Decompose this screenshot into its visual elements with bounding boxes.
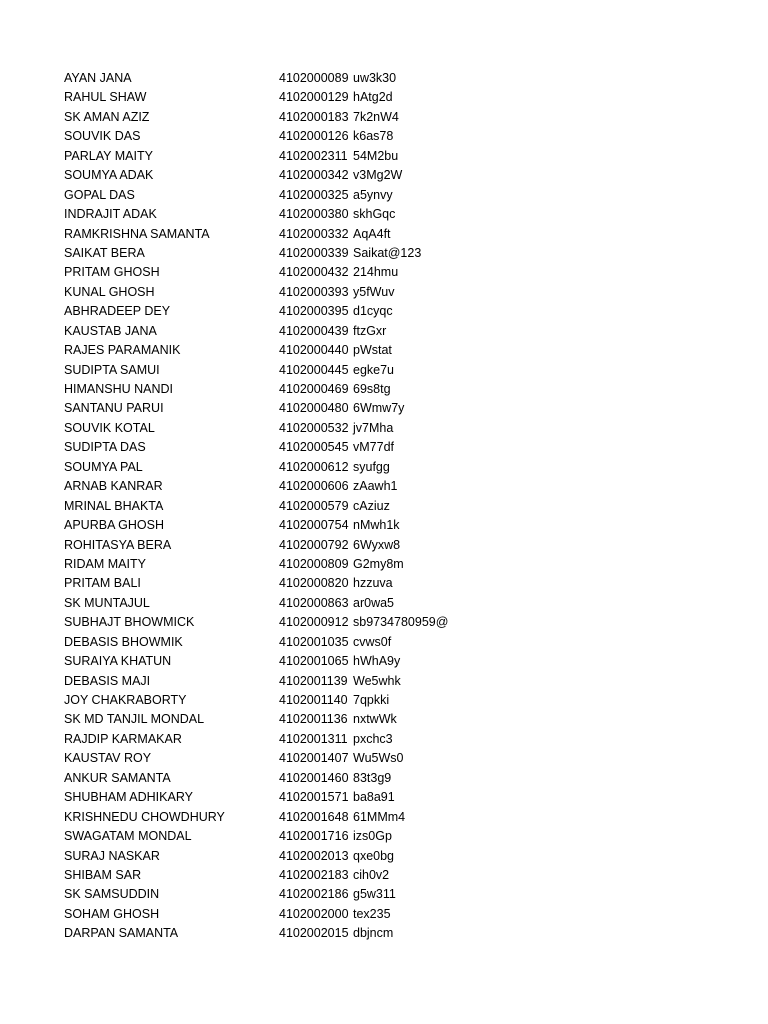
student-name: RAJES PARAMANIK <box>64 343 181 358</box>
list-row <box>64 574 744 593</box>
list-row <box>64 808 744 827</box>
list-row <box>64 730 744 749</box>
student-password: hAtg2d <box>353 90 393 105</box>
student-id: 4102000183 <box>279 109 349 124</box>
student-name: SUDIPTA DAS <box>64 440 146 455</box>
student-name: SOUVIK DAS <box>64 129 141 144</box>
student-id: 4102000432 <box>279 265 349 280</box>
student-password: cvws0f <box>353 634 392 649</box>
list-row <box>64 477 744 496</box>
student-id: 4102000480 <box>279 401 349 416</box>
student-id: 4102002183 <box>279 867 349 882</box>
student-name: RAMKRISHNA SAMANTA <box>64 226 210 241</box>
student-password: zAawh1 <box>353 479 398 494</box>
student-id: 4102001648 <box>279 809 349 824</box>
student-id: 4102000912 <box>279 615 349 630</box>
student-name: SOHAM GHOSH <box>64 906 160 921</box>
student-name: SK SAMSUDDIN <box>64 887 160 902</box>
student-password: 6Wyxw8 <box>353 537 401 552</box>
student-name: GOPAL DAS <box>64 187 135 202</box>
student-name: SOUMYA ADAK <box>64 168 154 183</box>
student-id: 4102000332 <box>279 226 349 241</box>
student-password: hWhA9y <box>353 654 401 669</box>
list-row <box>64 594 744 613</box>
student-password: AqA4ft <box>353 226 391 241</box>
list-row <box>64 244 744 263</box>
student-name: SK MD TANJIL MONDAL <box>64 712 205 727</box>
student-name: ARNAB KANRAR <box>64 479 163 494</box>
list-row <box>64 885 744 904</box>
student-password: sb9734780959@ <box>353 615 449 630</box>
student-id: 4102001571 <box>279 790 349 805</box>
student-password: ba8a91 <box>353 790 395 805</box>
student-name: JOY CHAKRABORTY <box>64 693 187 707</box>
list-row <box>64 516 744 535</box>
student-list <box>64 69 744 944</box>
list-row <box>64 186 744 205</box>
student-id: 4102000129 <box>279 90 349 105</box>
list-row <box>64 127 744 146</box>
student-password: izs0Gp <box>353 829 392 844</box>
student-name: RAJDIP KARMAKAR <box>64 731 182 746</box>
student-id: 4102001035 <box>279 634 349 649</box>
student-password: vM77df <box>353 440 394 455</box>
list-row <box>64 69 744 88</box>
student-id: 4102002013 <box>279 848 349 863</box>
student-password: v3Mg2W <box>353 168 403 183</box>
student-id: 4102001716 <box>279 829 349 844</box>
student-name: SK MUNTAJUL <box>64 595 150 610</box>
student-id: 4102001140 <box>279 693 348 707</box>
list-row <box>64 827 744 846</box>
list-row <box>64 788 744 807</box>
student-password: 61MMm4 <box>353 809 406 824</box>
student-id: 4102000445 <box>279 362 349 377</box>
student-name: SAIKAT BERA <box>64 245 145 260</box>
list-row <box>64 555 744 574</box>
student-name: DEBASIS MAJI <box>64 673 151 688</box>
list-row <box>64 536 744 555</box>
list-row <box>64 341 744 360</box>
list-row <box>64 458 744 477</box>
student-name: SANTANU PARUI <box>64 401 164 416</box>
student-password: jv7Mha <box>353 420 394 435</box>
student-password: y5fWuv <box>353 284 395 299</box>
list-row <box>64 633 744 652</box>
student-id: 4102000380 <box>279 207 349 222</box>
student-name: SOUMYA PAL <box>64 459 143 474</box>
student-name: SOUVIK KOTAL <box>64 420 155 435</box>
list-row <box>64 769 744 788</box>
student-id: 4102000325 <box>279 187 349 202</box>
list-row <box>64 419 744 438</box>
student-password: 69s8tg <box>353 382 391 396</box>
list-row <box>64 108 744 127</box>
student-id: 4102002311 <box>279 148 348 163</box>
student-id: 4102000089 <box>279 71 349 85</box>
list-row <box>64 497 744 516</box>
student-name: KAUSTAV ROY <box>64 751 152 766</box>
list-row <box>64 283 744 302</box>
student-password: 54M2bu <box>353 148 399 163</box>
list-row <box>64 322 744 341</box>
student-id: 4102000469 <box>279 382 349 396</box>
student-name: PRITAM GHOSH <box>64 265 160 280</box>
list-row <box>64 361 744 380</box>
student-id: 4102000440 <box>279 343 349 358</box>
student-password: Wu5Ws0 <box>353 751 404 766</box>
student-id: 4102000339 <box>279 245 349 260</box>
student-id: 4102002000 <box>279 906 349 921</box>
student-name: HIMANSHU NANDI <box>64 382 174 396</box>
student-password: 7qpkki <box>353 693 390 707</box>
student-id: 4102000342 <box>279 168 349 183</box>
student-name: KUNAL GHOSH <box>64 284 155 299</box>
list-row <box>64 652 744 671</box>
student-name: SUDIPTA SAMUI <box>64 362 160 377</box>
student-id: 4102001136 <box>279 712 348 727</box>
list-row <box>64 749 744 768</box>
student-name: PARLAY MAITY <box>64 148 153 163</box>
student-password: cAziuz <box>353 498 390 513</box>
student-password: 6Wmw7y <box>353 401 405 416</box>
student-id: 4102000126 <box>279 129 349 144</box>
student-name: SUBHAJT BHOWMICK <box>64 615 195 630</box>
student-password: qxe0bg <box>353 848 395 863</box>
student-id: 4102000532 <box>279 420 349 435</box>
student-name: SWAGATAM MONDAL <box>64 829 192 844</box>
list-row <box>64 691 744 710</box>
student-name: PRITAM BALI <box>64 576 141 591</box>
list-row <box>64 866 744 885</box>
student-password: tex235 <box>353 906 391 921</box>
student-password: syufgg <box>353 459 390 474</box>
list-row <box>64 302 744 321</box>
student-name: KAUSTAB JANA <box>64 323 157 338</box>
student-password: Saikat@123 <box>353 245 422 260</box>
student-name: APURBA GHOSH <box>64 518 165 533</box>
student-name: SURAJ NASKAR <box>64 848 160 863</box>
list-row <box>64 399 744 418</box>
student-name: KRISHNEDU CHOWDHURY <box>64 809 225 824</box>
student-id: 4102000393 <box>279 284 349 299</box>
student-name: SHIBAM SAR <box>64 867 142 882</box>
list-row <box>64 710 744 729</box>
student-name: INDRAJIT ADAK <box>64 207 157 222</box>
student-id: 4102000612 <box>279 459 349 474</box>
student-name: ABHRADEEP DEY <box>64 304 171 319</box>
student-name: SK AMAN AZIZ <box>64 109 150 124</box>
student-password: pWstat <box>353 343 392 358</box>
list-row <box>64 225 744 244</box>
list-row <box>64 847 744 866</box>
student-id: 4102002186 <box>279 887 349 902</box>
student-password: skhGqc <box>353 207 396 222</box>
student-password: a5ynvy <box>353 187 393 202</box>
student-id: 4102001407 <box>279 751 349 766</box>
student-id: 4102001311 <box>279 731 348 746</box>
student-name: DEBASIS BHOWMIK <box>64 634 183 649</box>
student-id: 4102002015 <box>279 926 349 941</box>
student-name: DARPAN SAMANTA <box>64 926 179 941</box>
list-row <box>64 263 744 282</box>
student-password: nMwh1k <box>353 518 400 533</box>
list-row <box>64 147 744 166</box>
student-password: 83t3g9 <box>353 770 392 785</box>
student-name: ANKUR SAMANTA <box>64 770 171 785</box>
student-password: k6as78 <box>353 129 394 144</box>
student-password: pxchc3 <box>353 731 393 746</box>
student-id: 4102000754 <box>279 518 349 533</box>
student-name: RIDAM MAITY <box>64 556 146 571</box>
student-id: 4102000579 <box>279 498 349 513</box>
list-row <box>64 380 744 399</box>
student-password: ftzGxr <box>353 323 387 338</box>
list-row <box>64 166 744 185</box>
student-id: 4102000439 <box>279 323 349 338</box>
student-password: G2my8m <box>353 556 404 571</box>
student-password: egke7u <box>353 362 395 377</box>
student-name: SHUBHAM ADHIKARY <box>64 790 193 805</box>
student-password: hzzuva <box>353 576 393 591</box>
list-row <box>64 205 744 224</box>
student-password: nxtwWk <box>353 712 397 727</box>
student-id: 4102000545 <box>279 440 349 455</box>
list-row <box>64 672 744 691</box>
list-row <box>64 905 744 924</box>
student-id: 4102000809 <box>279 556 349 571</box>
student-id: 4102000395 <box>279 304 349 319</box>
student-id: 4102001065 <box>279 654 349 669</box>
student-password: d1cyqc <box>353 304 393 319</box>
student-name: RAHUL SHAW <box>64 90 147 105</box>
student-id: 4102000792 <box>279 537 349 552</box>
student-id: 4102000820 <box>279 576 349 591</box>
student-password: 214hmu <box>353 265 399 280</box>
student-id: 4102000606 <box>279 479 349 494</box>
student-password: ar0wa5 <box>353 595 394 610</box>
student-name: SURAIYA KHATUN <box>64 654 172 669</box>
student-password: We5whk <box>353 673 401 688</box>
student-id: 4102001139 <box>279 673 348 688</box>
list-row <box>64 613 744 632</box>
student-id: 4102000863 <box>279 595 349 610</box>
student-name: MRINAL BHAKTA <box>64 498 164 513</box>
list-row <box>64 88 744 107</box>
student-password: 7k2nW4 <box>353 109 399 124</box>
student-password: g5w311 <box>353 887 396 902</box>
student-name: AYAN JANA <box>64 71 132 85</box>
student-password: dbjncm <box>353 926 394 941</box>
list-row <box>64 438 744 457</box>
student-password: cih0v2 <box>353 867 390 882</box>
student-password: uw3k30 <box>353 71 397 85</box>
list-row <box>64 924 744 943</box>
student-id: 4102001460 <box>279 770 349 785</box>
student-name: ROHITASYA BERA <box>64 537 172 552</box>
